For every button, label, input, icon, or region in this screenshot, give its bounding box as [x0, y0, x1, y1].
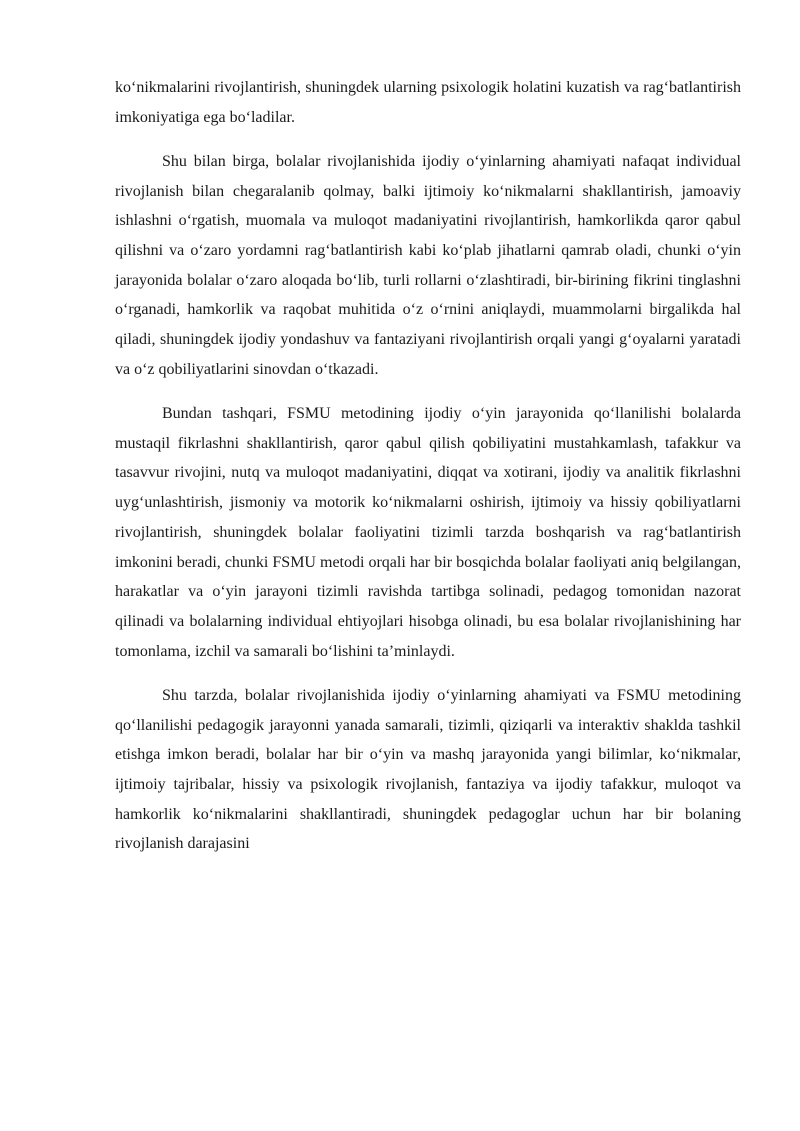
document-page	[115, 73, 741, 874]
paragraph-social-skills: Shu bilan birga, bolalar rivojlanishida ijodiy o‘yinlarning ahamiyati nafaqat individual rivojlanish bilan chegaralanib qolmay, balki ijtimoiy ko‘nikmalarni shakllantirish, jamoaviy ishlashni o‘rgatish, muomala va muloqot madaniyatini rivojlantirish, hamkorlikda qaror qabul qilishni va o‘zaro yordamni rag‘batlantirish kabi ko‘plab jihatlarni qamrab oladi, chunki o‘yin jarayonida bolalar o‘zaro aloqada bo‘lib, turli rollarni o‘zlashtiradi, bir-birining fikrini tinglashni o‘rganadi, hamkorlik va raqobat muhitida o‘z o‘rnini aniqlaydi, muammolarni birgalikda hal qiladi, shuningdek ijodiy yondashuv va fantaziyani rivojlantirish orqali yangi g‘oyalarni yaratadi va o‘z qobiliyatlarini sinovdan o‘tkazadi.	[115, 152, 741, 378]
paragraph-conclusion: Shu tarzda, bolalar rivojlanishida ijodiy o‘yinlarning ahamiyati va FSMU metodining qo‘llanilishi pedagogik jarayonni yanada samarali, tizimli, qiziqarli va interaktiv shaklda tashkil etishga imkon beradi, bolalar har bir o‘yin va mashq jarayonida yangi bilimlar, ko‘nikmalar, ijtimoiy tajribalar, hissiy va psixologik rivojlanish, fantaziya va ijodiy tafakkur, muloqot va hamkorlik ko‘nikmalarini shakllantiradi, shuningdek pedagoglar uchun har bir bolaning rivojlanish darajasini	[115, 686, 741, 853]
paragraph-continuation: ko‘nikmalarini rivojlantirish, shuningdek ularning psixologik holatini kuzatish va rag‘batlantirish imkoniyatiga ega bo‘ladilar.	[115, 79, 741, 126]
paragraph-fsmu-method: Bundan tashqari, FSMU metodining ijodiy o‘yin jarayonida qo‘llanilishi bolalarda mustaqil fikrlashni shakllantirish, qaror qabul qilish qobiliyatini mustahkamlash, tafakkur va tasavvur rivojini, nutq va muloqot madaniyatini, diqqat va xotirani, ijodiy va analitik fikrlashni uyg‘unlashtirish, jismoniy va motorik ko‘nikmalarni oshirish, ijtimoiy va hissiy qobiliyatlarni rivojlantirish, shuningdek bolalar faoliyatini tizimli tarzda boshqarish va rag‘batlantirish imkonini beradi, chunki FSMU metodi orqali har bir bosqichda bolalar faoliyati aniq belgilangan, harakatlar va o‘yin jarayoni tizimli ravishda tartibga solinadi, pedagog tomonidan nazorat qilinadi va bolalarning individual ehtiyojlari hisobga olinadi, bu esa bolalar rivojlanishining har tomonlama, izchil va samarali bo‘lishini ta’minlaydi.	[115, 405, 741, 660]
